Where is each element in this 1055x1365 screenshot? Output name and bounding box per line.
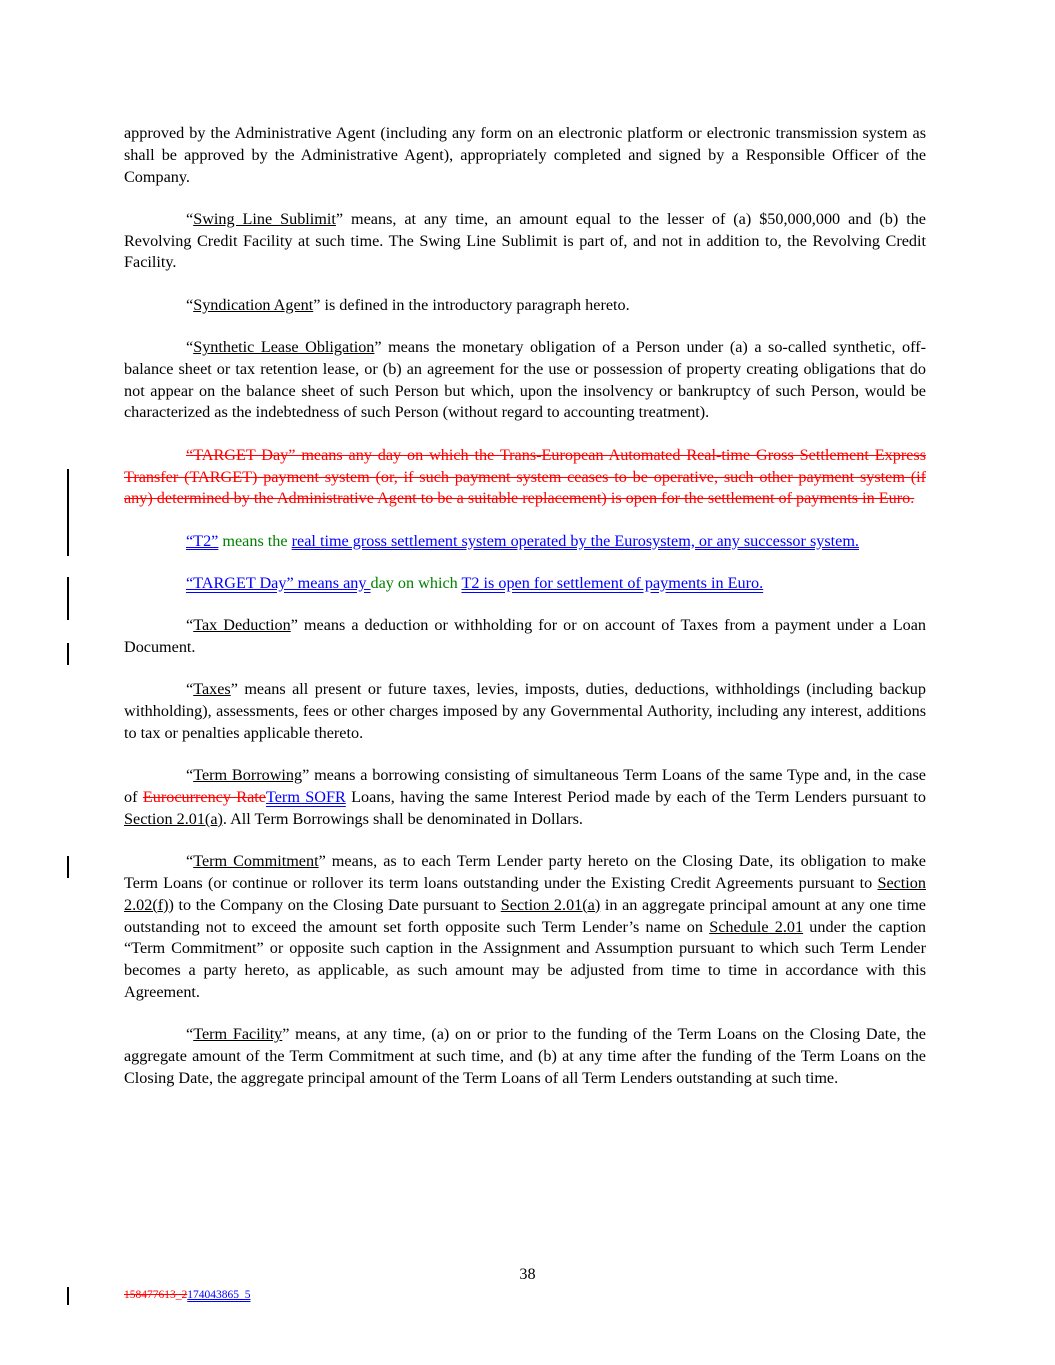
schedule-reference: Schedule 2.01 [709, 917, 804, 936]
section-reference: Section 2.01(a) [500, 895, 601, 914]
deleted-text: “TARGET Day” means any day on which the Trans-European Automated Real-time Gross Settlement Express Transfer (TARGET) payment system (or, if such payment system ceases to be operative, such other payment system (if any) determined by the Administrative Agent to be a suitable replacement) is open for the settlement of payments in Euro. [124, 445, 926, 508]
definition-syndication-agent: “Syndication Agent” is defined in the introductory paragraph hereto. [186, 295, 630, 314]
defined-term: Term Borrowing [193, 766, 303, 785]
inserted-text: real time gross settlement system operated by the Eurosystem, or any successor system. [291, 531, 859, 550]
change-bar-docid [67, 1287, 69, 1305]
section-reference: Section 2.02(f) [124, 873, 926, 914]
defined-term: Term Facility [193, 1025, 283, 1044]
moved-text: day on which [370, 573, 462, 592]
change-bar-target-day-inserted [67, 643, 69, 665]
inserted-text: 174043865_5 [187, 1289, 251, 1301]
change-bar-target-day-deleted [67, 469, 69, 556]
inserted-text: Term SOFR [265, 788, 346, 807]
definition-target-day-deleted [124, 445, 926, 510]
definition-target-day-inserted [124, 573, 926, 595]
section-reference: Section 2.01(a) [124, 809, 223, 828]
definition-term-commitment: “Term Commitment” means, as to each Term Lender party hereto on the Closing Date, its obligation to make Term Loans (or continue or rollover its term loans outstanding under the Existing Credit Agreements pursuant to Section 2.02(f)) to the Company on the Closing Date pursuant to Section 2.01(a) in an aggregate principal amount at any one time outstanding not to exceed the amount set forth opposite such Term Lender’s name on Schedule 2.01 under the caption “Term Commitment” or opposite such caption in the Assignment and Assumption pursuant to which such Term Lender becomes a party hereto, as applicable, as such amount may be adjusted from time to time in accordance with this Agreement. [124, 852, 927, 1001]
defined-term: Synthetic Lease Obligation [193, 338, 375, 357]
defined-term: Swing Line Sublimit [193, 209, 336, 228]
definition-synthetic-lease-obligation: “Synthetic Lease Obligation” means the monetary obligation of a Person under (a) a so-called synthetic, off-balance sheet or tax retention lease, or (b) an agreement for the use or possession of property creating obligations that do not appear on the balance sheet of such Person but which, upon the insolvency or bankruptcy of such Person, would be characterized as the indebtedness of such Person (without regard to accounting treatment). [124, 338, 926, 422]
definition-t2-inserted [124, 531, 926, 553]
definition-taxes: “Taxes” means all present or future taxes, levies, imposts, duties, deductions, withholdings (including backup withholding), assessments, fees or other charges imposed by any Governmental Authority, including any interest, additions to tax or penalties applicable thereto. [124, 680, 926, 742]
document-id [124, 1289, 251, 1301]
definition-swing-line-sublimit: “Swing Line Sublimit” means, at any time, an amount equal to the lesser of (a) $50,000,000 and (b) the Revolving Credit Facility at such time. The Swing Line Sublimit is part of, and not in addition to, the Revolving Credit Facility. [124, 209, 926, 272]
deleted-text: 158477613_2 [124, 1289, 188, 1301]
definition-term-borrowing: “Term Borrowing” means a borrowing consisting of simultaneous Term Loans of the same Type and, in the case of Eurocurrency RateTerm SOFR Loans, having the same Interest Period made by each of the Term Lenders pursuant to Section 2.01(a). All Term Borrowings shall be denominated in Dollars. [124, 766, 927, 828]
defined-term: Taxes [193, 680, 231, 699]
inserted-text: “TARGET Day” means any [186, 573, 371, 592]
change-bar-t2 [67, 577, 69, 620]
definition-term-facility: “Term Facility” means, at any time, (a) on or prior to the funding of the Term Loans on the Closing Date, the aggregate amount of the Term Commitment at such time, and (b) at any time after the funding of the Term Loans on the Closing Date, the aggregate principal amount of the Term Loans of all Term Lenders outstanding at such time. [124, 1025, 926, 1087]
defined-term: Tax Deduction [193, 616, 291, 635]
document-body [124, 123, 926, 1110]
defined-term: Term Commitment [193, 852, 319, 871]
definition-tax-deduction: “Tax Deduction” means a deduction or withholding for or on account of Taxes from a payment under a Loan Document. [124, 616, 926, 657]
inserted-text: “T2” [186, 531, 219, 550]
paragraph-continued: approved by the Administrative Agent (including any form on an electronic platform or electronic transmission system as shall be approved by the Administrative Agent), appropriately completed and signed by a Responsible Officer of the Company. [124, 124, 926, 186]
change-bar-term-borrowing [67, 856, 69, 878]
moved-text: means the [218, 531, 292, 550]
inserted-text: T2 is open for settlement of payments in Euro. [461, 573, 764, 592]
defined-term: Syndication Agent [193, 295, 314, 314]
page-number: 38 [519, 1265, 536, 1283]
deleted-text: Eurocurrency Rate [142, 788, 266, 807]
